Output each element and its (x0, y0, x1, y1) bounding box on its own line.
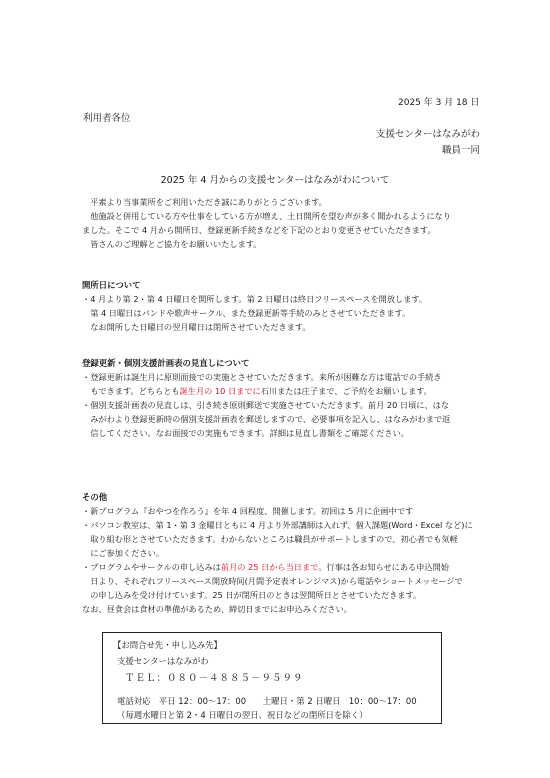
section-line: 日より、それぞれフリースペース開放時间(月間予定表オレンジマス)から電話やショートメッセージで (90, 576, 463, 586)
section-heading: 開所日について (82, 280, 141, 290)
contact-organization: 支援センターはなみがわ (117, 656, 209, 666)
sender-organization: 支援センターはなみがわ (375, 129, 480, 140)
section-line: 信してください。なお面接での実施もできます。詳細は見直し書類をご確認ください。 (90, 428, 409, 438)
section-open-days (82, 278, 478, 334)
text-span: ・プログラムやサークルの申し込みは (82, 562, 221, 572)
document-title: 2025 年 4 月からの支援センターはなみがわについて (160, 175, 390, 186)
contact-phone: ＴＥＬ：０８０－４８８５－９５９９ (125, 673, 304, 684)
intro-line: 平素より当事業所をご利用いただき誠にありがとうございます。 (90, 197, 327, 207)
section-heading: 登録更新・個別支援計画表の見直しについて (82, 358, 250, 368)
section-line: 第 4 日曜日はバンドや歌声サークル、また登録更新等手続のみとさせていただきます。 (90, 308, 411, 318)
section-other (82, 490, 478, 616)
contact-note: （毎週水曜日と第 2・4 日曜日の翌日、祝日などの閉所日を除く） (117, 710, 368, 720)
section-line: なお、昼食会は食材の準備があるため、締切日までにお申込みください。 (82, 604, 352, 614)
section-line: ・4 月より第 2・第 4 日曜日を開所します。第 2 日曜日は終日フリースペースを開放します。 (82, 294, 428, 304)
contact-box (102, 632, 442, 724)
section-heading: その他 (82, 492, 108, 502)
intro-line: ました。そこで 4 月から開所日、登録更新手続きなどを下記のとおり変更させていただきます。 (82, 225, 436, 235)
sender-staff: 職員一同 (441, 145, 480, 156)
intro-line: 他施設と併用している方や仕事をしている方が増え、土日開所を望む声が多く聞かれるようになり (90, 211, 451, 221)
section-line: ・新プログラム『おやつを作ろう』を年 4 回程度、開催します。初回は 5 月に企画中です (82, 506, 414, 516)
text-span: 。行事は各お知らせにある申込開始 (318, 562, 449, 572)
highlight-deadline: 前月の 25 日から当日まで (220, 562, 319, 572)
intro-paragraph (82, 195, 478, 251)
section-line: ・個別支援計画表の見直しは、引き続き原則郵送で実施させていただきます。前月 20 日頃に、はな (82, 400, 450, 410)
text-span: もできます。どちらとも (90, 386, 180, 396)
section-registration (82, 356, 478, 440)
contact-hours: 電話対応 平日 12：00～17：00 土曜日・第 2 日曜日 10：00～17：00 (117, 696, 417, 706)
document-date: 2025 年 3 月 18 日 (398, 98, 480, 108)
intro-line: 皆さんのご理解とご協力をお願いいたします。 (90, 239, 262, 249)
section-line: なお開所した日曜日の翌月曜日は閉所させていただきます。 (90, 322, 311, 332)
section-line: にご参加ください。 (90, 548, 164, 558)
contact-title: 【お問合せ先・申し込み先】 (113, 640, 222, 650)
highlight-deadline: 誕生月の 10 日までに (179, 386, 261, 396)
section-line: ・パソコン教室は、第 1・第 3 金曜日ともに 4 月より外部講師は入れず、個人課題(Word・Excel など)に (82, 520, 473, 530)
section-line: ・登録更新は誕生月に原則面接での実施とさせていただきます。来所が困難な方は電話での手続き (82, 372, 442, 382)
section-line: みがわより登録更新時の個別支援計画表を郵送しますので、必要事項を記入し、はなみがわまで返 (90, 414, 451, 424)
section-line: 取り組む形とさせていただきます。わからないところは職員がサポートしますので、初心者でも気軽 (90, 534, 458, 544)
section-line (82, 384, 478, 398)
text-span: 石川または庄子まで、ご予約をお願いします。 (260, 386, 432, 396)
recipient-line: 利用者各位 (83, 113, 131, 124)
section-line (82, 560, 478, 574)
section-line: の申し込みを受け付けています。25 日が閉所日のときは翌開所日とさせていただきます。 (90, 590, 422, 600)
